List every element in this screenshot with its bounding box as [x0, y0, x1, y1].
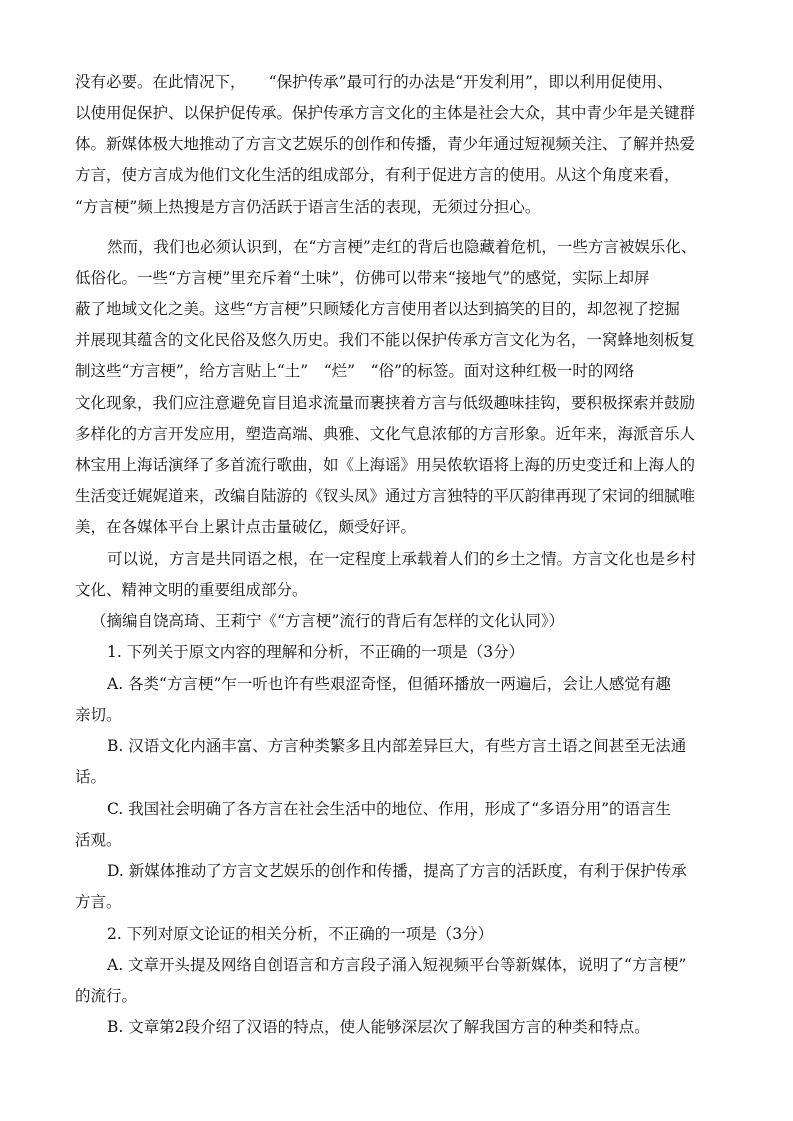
question-1-option-d: D. 新媒体推动了方言文艺娱乐的创作和传播，提高了方言的活跃度，有利于保护传承 [107, 862, 687, 880]
text-line: 然而，我们也必须认识到，在“方言梗”走红的背后也隐藏着危机，一些方言被娱乐化、 [107, 238, 697, 256]
question-2: 2. 下列对原文论证的相关分析，不正确的一项是（3分） [107, 925, 494, 943]
question-2-option-a: A. 文章开头提及网络自创语言和方言段子涌入短视频平台等新媒体，说明了“方言梗” [107, 956, 687, 974]
text-line: 低俗化。一些“方言梗”里充斥着“土味”，仿佛可以带来“接地气”的感觉，实际上却屏 [75, 269, 650, 287]
text-line: 亲切。 [75, 706, 122, 724]
text-line: 制这些“方言梗”，给方言贴上“土” “烂” “俗”的标签。面对这种红极一时的网络 [75, 362, 635, 380]
text-line: 以使用促保护、以保护促传承。保护传承方言文化的主体是社会大众，其中青少年是关键群 [75, 104, 696, 122]
source-citation: （摘编自饶高琦、王莉宁《“方言梗”流行的背后有怎样的文化认同》） [91, 612, 565, 630]
text-line: 蔽了地域文化之美。这些“方言梗”只顾矮化方言使用者以达到搞笑的目的，却忽视了挖掘 [75, 300, 680, 318]
text-line: 并展现其蕴含的文化民俗及悠久历史。我们不能以保护传承方言文化为名，一窝蜂地刻板复 [75, 331, 696, 349]
text-line: “方言梗”频上热搜是方言仍活跃于语言生活的表现，无须过分担心。 [75, 198, 541, 216]
text-line: 话。 [75, 768, 107, 786]
text-line: 方言。 [75, 893, 122, 911]
text-line: 可以说，方言是共同语之根，在一定程度上承载着人们的乡土之情。方言文化也是乡村 [107, 550, 697, 568]
text-line: 体。新媒体极大地推动了方言文艺娱乐的创作和传播，青少年通过短视频关注、了解并热爱 [75, 135, 696, 153]
text-line: 方言，使方言成为他们文化生活的组成部分，有利于促进方言的使用。从这个角度来看， [75, 166, 680, 184]
text-line: 美，在各媒体平台上累计点击量破亿，颇受好评。 [75, 518, 417, 536]
text-line: 多样化的方言开发应用，塑造高端、典雅、文化气息浓郁的方言形象。近年来，海派音乐人 [75, 425, 696, 443]
text-line: 文化、精神文明的重要组成部分。 [75, 581, 308, 599]
text-line: 生活变迁娓娓道来，改编自陆游的《钗头凤》通过方言独特的平仄韵律再现了宋词的细腻唯 [75, 487, 696, 505]
question-1: 1. 下列关于原文内容的理解和分析，不正确的一项是（3分） [107, 643, 525, 661]
text-line: 文化现象，我们应注意避免盲目追求流量而裹挟着方言与低级趣味挂钩，要积极探索并鼓励 [75, 394, 696, 412]
text-line: 没有必要。在此情况下， “保护传承”最可行的办法是“开发利用”，即以利用促使用、 [75, 73, 673, 91]
question-1-option-b: B. 汉语文化内涵丰富、方言种类繁多且内部差异巨大，有些方言土语之间甚至无法通 [107, 737, 687, 755]
text-line: 活观。 [75, 831, 122, 849]
text-line: 的流行。 [75, 987, 138, 1005]
question-1-option-c: C. 我国社会明确了各方言在社会生活中的地位、作用，形成了“多语分用”的语言生 [107, 800, 672, 818]
text-line: 林宝用上海话演绎了多首流行歌曲，如《上海谣》用吴侬软语将上海的历史变迁和上海人的 [75, 456, 696, 474]
question-2-option-b: B. 文章第2段介绍了汉语的特点，使人能够深层次了解我国方言的种类和特点。 [107, 1018, 650, 1036]
question-1-option-a: A. 各类“方言梗”乍一听也许有些艰涩奇怪，但循环播放一两遍后，会让人感觉有趣 [107, 675, 671, 693]
